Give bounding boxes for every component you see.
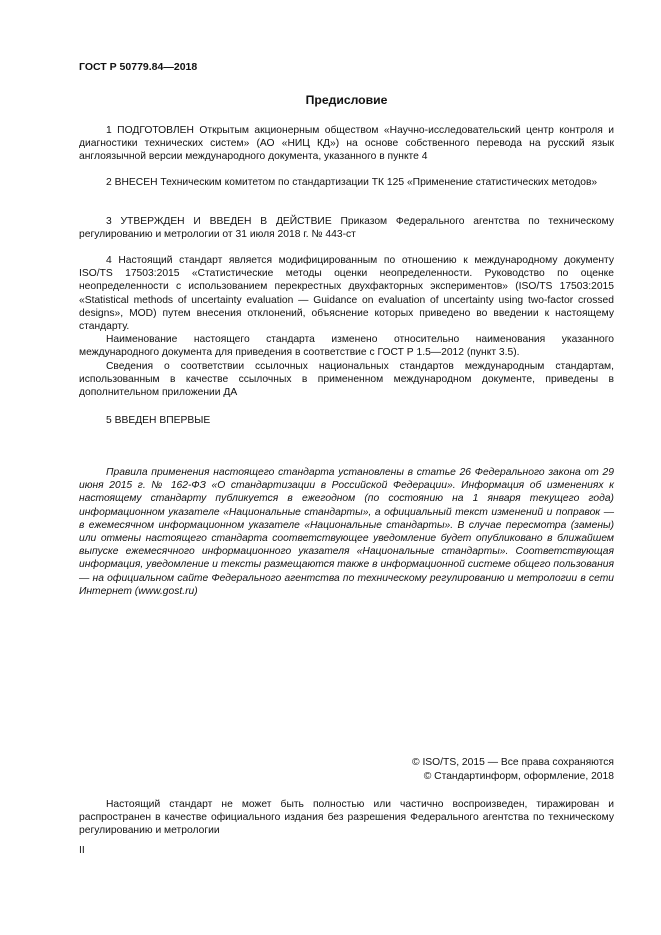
document-id: ГОСТ Р 50779.84—2018 (79, 61, 198, 73)
copyright-iso: © ISO/TS, 2015 — Все права сохраняются (412, 757, 614, 768)
item-4-paragraph-a: 4 Настоящий стандарт является модифицированным по отношению к международному документу ISO/TS 17503:2015 «Статистические методы оценки неопределенности. Руководство по оценке неопределенности с использованием перекрестных двухфакторных экспериментов» (ISO/TS 17503:2015 «Statistical methods of uncertainty evaluation — Guidance on evaluation of uncertainty using two-factor crossed designs», MOD) путем внесения отклонений, объяснение которых приведено во введении к настоящему стандарту. (79, 255, 614, 333)
item-1: 1 ПОДГОТОВЛЕН Открытым акционерным обществом «Научно-исследовательский центр контроля и диагностики технических систем» (АО «НИЦ КД») на основе собственного перевода на русский язык англоязычной версии международного документа, указанного в пункте 4 (79, 125, 614, 163)
page-number: II (79, 845, 85, 856)
item-4-paragraph-c: Сведения о соответствии ссылочных национальных стандартов международным стандартам, использованным в качестве ссылочных в примененном международном документе, приведены в дополнительном приложении ДА (79, 360, 614, 399)
copyright-standartinform: © Стандартинформ, оформление, 2018 (423, 771, 614, 782)
item-3: 3 УТВЕРЖДЕН И ВВЕДЕН В ДЕЙСТВИЕ Приказом Федерального агентства по техническому регулированию и метрологии от 31 июля 2018 г. № 443-ст (79, 216, 614, 241)
page-title: Предисловие (305, 93, 388, 107)
item-4 (79, 254, 614, 399)
item-2: 2 ВНЕСЕН Техническим комитетом по стандартизации ТК 125 «Применение статистических методов» (106, 177, 598, 188)
legal-notice: Правила применения настоящего стандарта установлены в статье 26 Федерального закона от 29 июня 2015 г. № 162-ФЗ «О стандартизации в Российской Федерации». Информация об изменениях к настоящему стандарту публикуется в ежегодном (по состоянию на 1 января текущего года) информационном указателе «Национальные стандарты», а официальный текст изменений и поправок — в ежемесячном информационном указателе «Национальные стандарты». В случае пересмотра (замены) или отмены настоящего стандарта соответствующее уведомление будет опубликовано в ближайшем выпуске ежемесячного информационного указателя «Национальные стандарты». Соответствующая информация, уведомление и тексты размещаются также в информационной системе общего пользования — на официальном сайте Федерального агентства по техническому регулированию и метрологии в сети Интернет (www.gost.ru) (79, 467, 614, 597)
copyright-block (79, 756, 614, 784)
item-5: 5 ВВЕДЕН ВПЕРВЫЕ (106, 415, 211, 426)
reproduction-notice: Настоящий стандарт не может быть полностью или частично воспроизведен, тиражирован и распространен в качестве официального издания без разрешения Федерального агентства по техническому регулированию и метрологии (79, 799, 614, 837)
item-4-paragraph-b: Наименование настоящего стандарта изменено относительно наименования указанного международного документа для приведения в соответствие с ГОСТ Р 1.5—2012 (пункт 3.5). (79, 334, 614, 359)
